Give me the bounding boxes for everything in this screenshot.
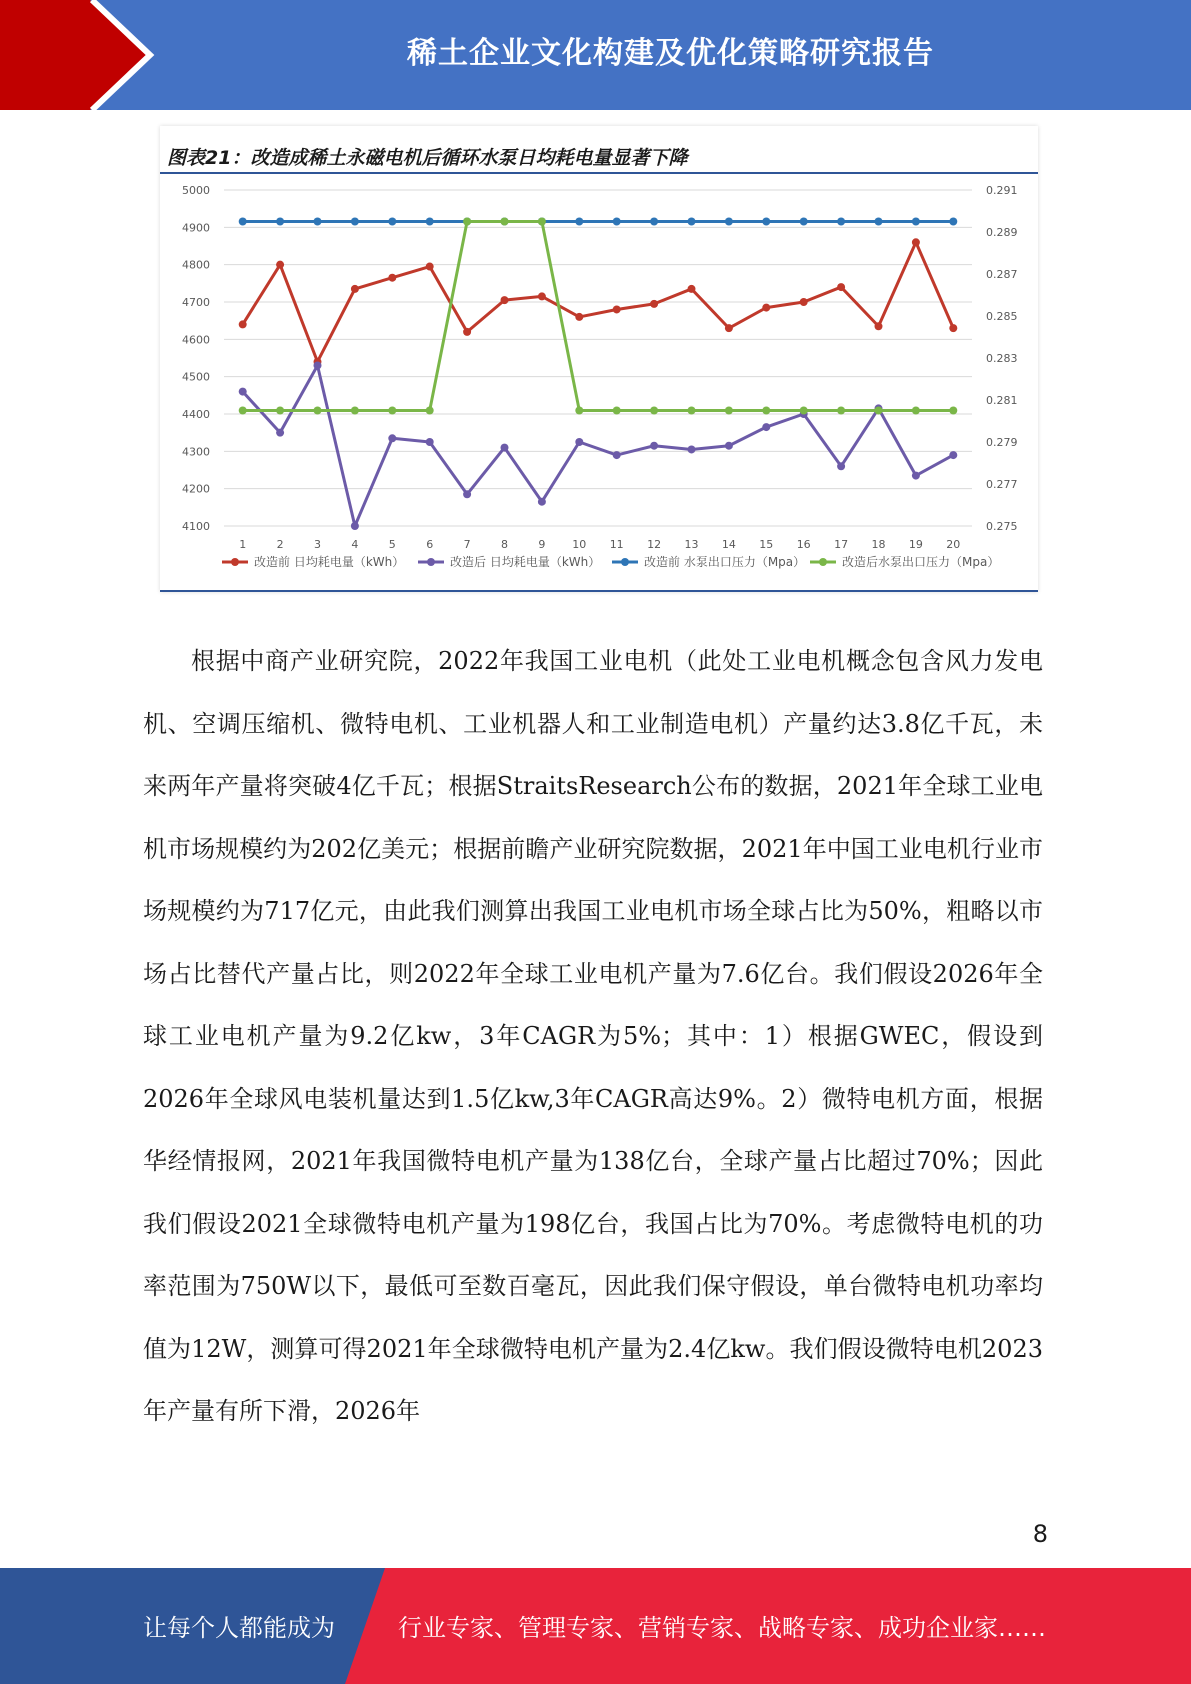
x-tick-label: 11 xyxy=(609,538,624,551)
data-point xyxy=(650,442,658,450)
data-point xyxy=(276,407,284,415)
data-point xyxy=(239,320,247,328)
right-tick-label: 0.285 xyxy=(986,310,1018,323)
data-point xyxy=(949,407,957,415)
right-tick-label: 0.291 xyxy=(986,184,1018,197)
data-point xyxy=(875,322,883,330)
data-point xyxy=(613,218,621,226)
figure-title: 图表21：改造成稀土永磁电机后循环水泵日均耗电量显著下降 xyxy=(167,147,688,169)
right-tick-label: 0.287 xyxy=(986,268,1018,281)
chart-right-axis xyxy=(986,184,1018,533)
data-point xyxy=(314,407,322,415)
data-point xyxy=(949,218,957,226)
legend-label: 改造后水泵出口压力（Mpa） xyxy=(842,555,1000,569)
data-point xyxy=(762,407,770,415)
x-tick-label: 7 xyxy=(463,538,471,551)
right-tick-label: 0.281 xyxy=(986,394,1018,407)
data-point xyxy=(688,285,696,293)
data-point xyxy=(688,407,696,415)
right-tick-label: 0.289 xyxy=(986,226,1018,239)
data-point xyxy=(650,218,658,226)
data-point xyxy=(762,304,770,312)
data-point xyxy=(388,274,396,282)
footer-slogan-right: 行业专家、管理专家、营销专家、战略专家、成功企业家…… xyxy=(398,1614,1046,1642)
x-tick-label: 10 xyxy=(572,538,587,551)
left-tick-label: 4300 xyxy=(182,445,210,459)
x-tick-label: 6 xyxy=(426,538,434,551)
data-point xyxy=(426,263,434,271)
left-tick-label: 4400 xyxy=(182,408,210,421)
data-point xyxy=(575,313,583,321)
page-header xyxy=(0,0,1191,110)
series-line xyxy=(243,365,954,526)
left-tick-label: 4600 xyxy=(182,333,210,347)
data-point xyxy=(426,438,434,446)
data-point xyxy=(912,218,920,226)
right-tick-label: 0.279 xyxy=(986,436,1018,449)
x-tick-label: 17 xyxy=(834,538,849,551)
data-point xyxy=(837,407,845,415)
x-tick-label: 3 xyxy=(314,538,321,551)
left-tick-label: 5000 xyxy=(182,184,210,197)
data-point xyxy=(613,305,621,313)
data-point xyxy=(239,218,247,226)
x-tick-label: 4 xyxy=(351,538,359,551)
data-point xyxy=(725,324,733,332)
legend-swatch-marker xyxy=(621,558,629,566)
left-tick-label: 4100 xyxy=(182,520,210,533)
data-point xyxy=(949,324,957,332)
header-title: 稀土企业文化构建及优化策略研究报告 xyxy=(407,36,934,71)
data-point xyxy=(463,328,471,336)
data-point xyxy=(388,434,396,442)
legend-label: 改造前 日均耗电量（kWh） xyxy=(254,555,405,569)
data-point xyxy=(650,300,658,308)
data-point xyxy=(688,218,696,226)
data-point xyxy=(538,218,546,226)
x-tick-label: 18 xyxy=(871,538,886,551)
left-tick-label: 4800 xyxy=(182,258,210,272)
x-tick-label: 19 xyxy=(908,538,923,551)
data-point xyxy=(426,218,434,226)
legend-label: 改造后 日均耗电量（kWh） xyxy=(450,555,601,569)
data-point xyxy=(837,283,845,291)
data-point xyxy=(613,451,621,459)
legend-swatch-marker xyxy=(819,558,827,566)
x-tick-label: 8 xyxy=(501,538,508,551)
left-tick-label: 4900 xyxy=(182,221,210,235)
chart-legend xyxy=(222,554,999,569)
data-point xyxy=(351,522,359,530)
x-tick-label: 16 xyxy=(796,538,811,551)
chart-left-axis xyxy=(182,184,210,533)
data-point xyxy=(875,407,883,415)
data-point xyxy=(276,429,284,437)
left-tick-label: 4700 xyxy=(182,296,210,309)
x-tick-label: 13 xyxy=(684,538,699,551)
left-tick-label: 4500 xyxy=(182,370,210,384)
x-tick-label: 14 xyxy=(721,538,736,551)
data-point xyxy=(800,218,808,226)
data-point xyxy=(239,388,247,396)
right-tick-label: 0.283 xyxy=(986,352,1018,365)
data-point xyxy=(725,218,733,226)
page-footer xyxy=(0,1568,1191,1684)
data-point xyxy=(314,218,322,226)
data-point xyxy=(837,462,845,470)
data-point xyxy=(463,218,471,226)
data-point xyxy=(575,438,583,446)
x-tick-label: 12 xyxy=(647,538,662,551)
data-point xyxy=(762,423,770,431)
data-point xyxy=(725,442,733,450)
data-point xyxy=(688,445,696,453)
chart-x-axis xyxy=(239,538,960,551)
data-point xyxy=(351,218,359,226)
data-point xyxy=(912,238,920,246)
data-point xyxy=(426,407,434,415)
x-tick-label: 9 xyxy=(538,538,546,551)
line-chart xyxy=(160,174,1038,584)
right-tick-label: 0.275 xyxy=(986,520,1018,533)
data-point xyxy=(912,472,920,480)
data-point xyxy=(650,407,658,415)
data-point xyxy=(725,407,733,415)
data-point xyxy=(351,285,359,293)
data-point xyxy=(837,218,845,226)
data-point xyxy=(613,407,621,415)
data-point xyxy=(575,407,583,415)
footer-slogan-left: 让每个人都能成为 xyxy=(143,1614,335,1642)
data-point xyxy=(875,218,883,226)
data-point xyxy=(276,261,284,269)
left-tick-label: 4200 xyxy=(182,482,210,496)
page-number: 8 xyxy=(1032,1520,1048,1548)
data-point xyxy=(463,490,471,498)
x-tick-label: 15 xyxy=(759,538,774,551)
body-paragraph: 根据中商产业研究院，2022年我国工业电机（此处工业电机概念包含风力发电机、空调压缩机、微特电机、工业机器人和工业制造电机）产量约达3.8亿千瓦，未来两年产量将突破4亿千瓦；根据StraitsResearch公布的数据，2021年全球工业电机市场规模约为202亿美元；根据前瞻产业研究院数据，2021年中国工业电机行业市场规模约为717亿元，由此我们测算出我国工业电机市场全球占比为50%，粗略以市场占比替代产量占比，则2022年全球工业电机产量为7.6亿台。我们假设2026年全球工业电机产量为9.2亿kw，3年CAGR为5%；其中：1）根据GWEC，假设到2026年全球风电装机量达到1.5亿kw,3年CAGR高达9%。2）微特电机方面，根据华经情报网，2021年我国微特电机产量为138亿台，全球产量占比超过70%；因此我们假设2021全球微特电机产量为198亿台，我国占比为70%。考虑微特电机的功率范围为750W以下，最低可至数百毫瓦，因此我们保守假设，单台微特电机功率均值为12W，测算可得2021年全球微特电机产量为2.4亿kw。我们假设微特电机2023年产量有所下滑，2026年 xyxy=(143,647,1043,1425)
data-point xyxy=(314,361,322,369)
data-point xyxy=(239,407,247,415)
data-point xyxy=(575,218,583,226)
data-point xyxy=(501,218,509,226)
data-point xyxy=(501,296,509,304)
data-point xyxy=(388,407,396,415)
data-point xyxy=(501,444,509,452)
x-tick-label: 20 xyxy=(946,538,961,551)
data-point xyxy=(351,407,359,415)
data-point xyxy=(276,218,284,226)
x-tick-label: 1 xyxy=(239,538,247,551)
data-point xyxy=(388,218,396,226)
data-point xyxy=(800,298,808,306)
data-point xyxy=(538,292,546,300)
legend-swatch-marker xyxy=(231,558,239,566)
data-point xyxy=(762,218,770,226)
data-point xyxy=(949,451,957,459)
data-point xyxy=(538,498,546,506)
legend-label: 改造前 水泵出口压力（Mpa） xyxy=(644,555,806,569)
x-tick-label: 5 xyxy=(388,538,396,551)
data-point xyxy=(912,407,920,415)
data-point xyxy=(800,407,808,415)
x-tick-label: 2 xyxy=(276,538,284,551)
legend-swatch-marker xyxy=(427,558,435,566)
figure-bottom-rule xyxy=(160,590,1038,592)
chart-gridlines xyxy=(224,190,972,526)
series-line xyxy=(243,222,954,411)
right-tick-label: 0.277 xyxy=(986,478,1018,491)
